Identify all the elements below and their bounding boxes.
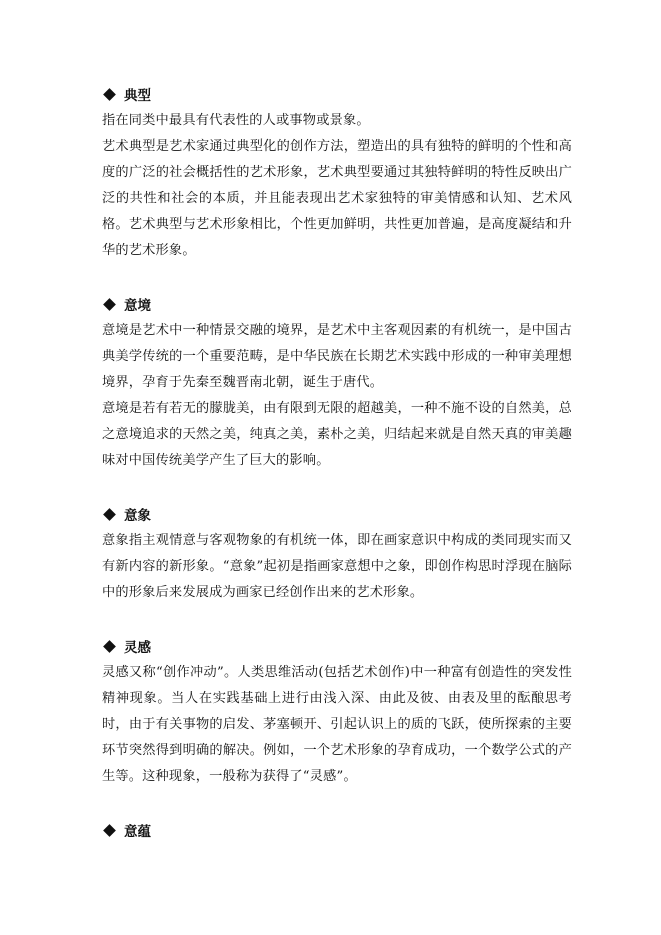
section-artistic-conception — [102, 292, 572, 474]
paragraph: 艺术典型是艺术家通过典型化的创作方法，塑造出的具有独特的鲜明的个性和高度的广泛的社会概括性的艺术形象，艺术典型要通过其独特鲜明的特性反映出广泛的共性和社会的本质，并且能表现出艺术家独特的审美情感和认知、艺术风格。艺术典型与艺术形象相比，个性更加鲜明，共性更加普遍，是高度凝结和升华的艺术形象。 — [102, 139, 572, 258]
diamond-bullet-icon — [103, 88, 116, 101]
paragraph: 意境是艺术中一种情景交融的境界，是艺术中主客观因素的有机统一，是中国古典美学传统的一个重要范畴，是中华民族在长期艺术实践中形成的一种审美理想境界，孕育于先秦至魏晋南北朝，诞生于唐代。 — [102, 323, 572, 390]
paragraph: 意境是若有若无的朦胧美，由有限到无限的超越美，一种不施不设的自然美，总之意境追求的天然之美，纯真之美，素朴之美，归结起来就是自然天真的审美趣味对中国传统美学产生了巨大的影响。 — [102, 401, 572, 468]
section-heading — [102, 502, 572, 526]
section-spacer — [102, 606, 572, 634]
section-heading — [102, 634, 572, 658]
section-spacer — [102, 474, 572, 502]
section-title: 意蕴 — [124, 824, 151, 840]
section-inspiration — [102, 634, 572, 790]
section-title: 灵感 — [124, 640, 151, 656]
document-page — [102, 82, 572, 844]
diamond-bullet-icon — [103, 298, 116, 311]
section-spacer — [102, 264, 572, 292]
section-spacer — [102, 790, 572, 818]
section-heading — [102, 292, 572, 316]
section-imagery — [102, 502, 572, 606]
section-heading — [102, 818, 572, 842]
paragraph: 指在同类中最具有代表性的人或事物或景象。 — [102, 113, 370, 128]
section-heading — [102, 82, 572, 106]
section-title: 意境 — [124, 298, 151, 314]
paragraph: 灵感又称“创作冲动”。人类思维活动(包括艺术创作)中一种富有创造性的突发性精神现象。当人在实践基础上进行由浅入深、由此及彼、由表及里的酝酿思考时，由于有关事物的启发、茅塞顿开、引起认识上的质的飞跃，使所探索的主要环节突然得到明确的解决。例如，一个艺术形象的孕育成功，一个数学公式的产生等。这种现象，一般称为获得了“灵感”。 — [102, 665, 572, 784]
section-title: 意象 — [124, 508, 151, 524]
diamond-bullet-icon — [103, 824, 116, 837]
section-implication — [102, 818, 572, 842]
section-typical — [102, 82, 572, 264]
paragraph: 意象指主观情意与客观物象的有机统一体，即在画家意识中构成的类同现实而又有新内容的新形象。“意象”起初是指画家意想中之象，即创作构思时浮现在脑际中的形象后来发展成为画家已经创作出来的艺术形象。 — [102, 533, 572, 600]
diamond-bullet-icon — [103, 508, 116, 521]
diamond-bullet-icon — [103, 640, 116, 653]
section-title: 典型 — [124, 88, 151, 104]
